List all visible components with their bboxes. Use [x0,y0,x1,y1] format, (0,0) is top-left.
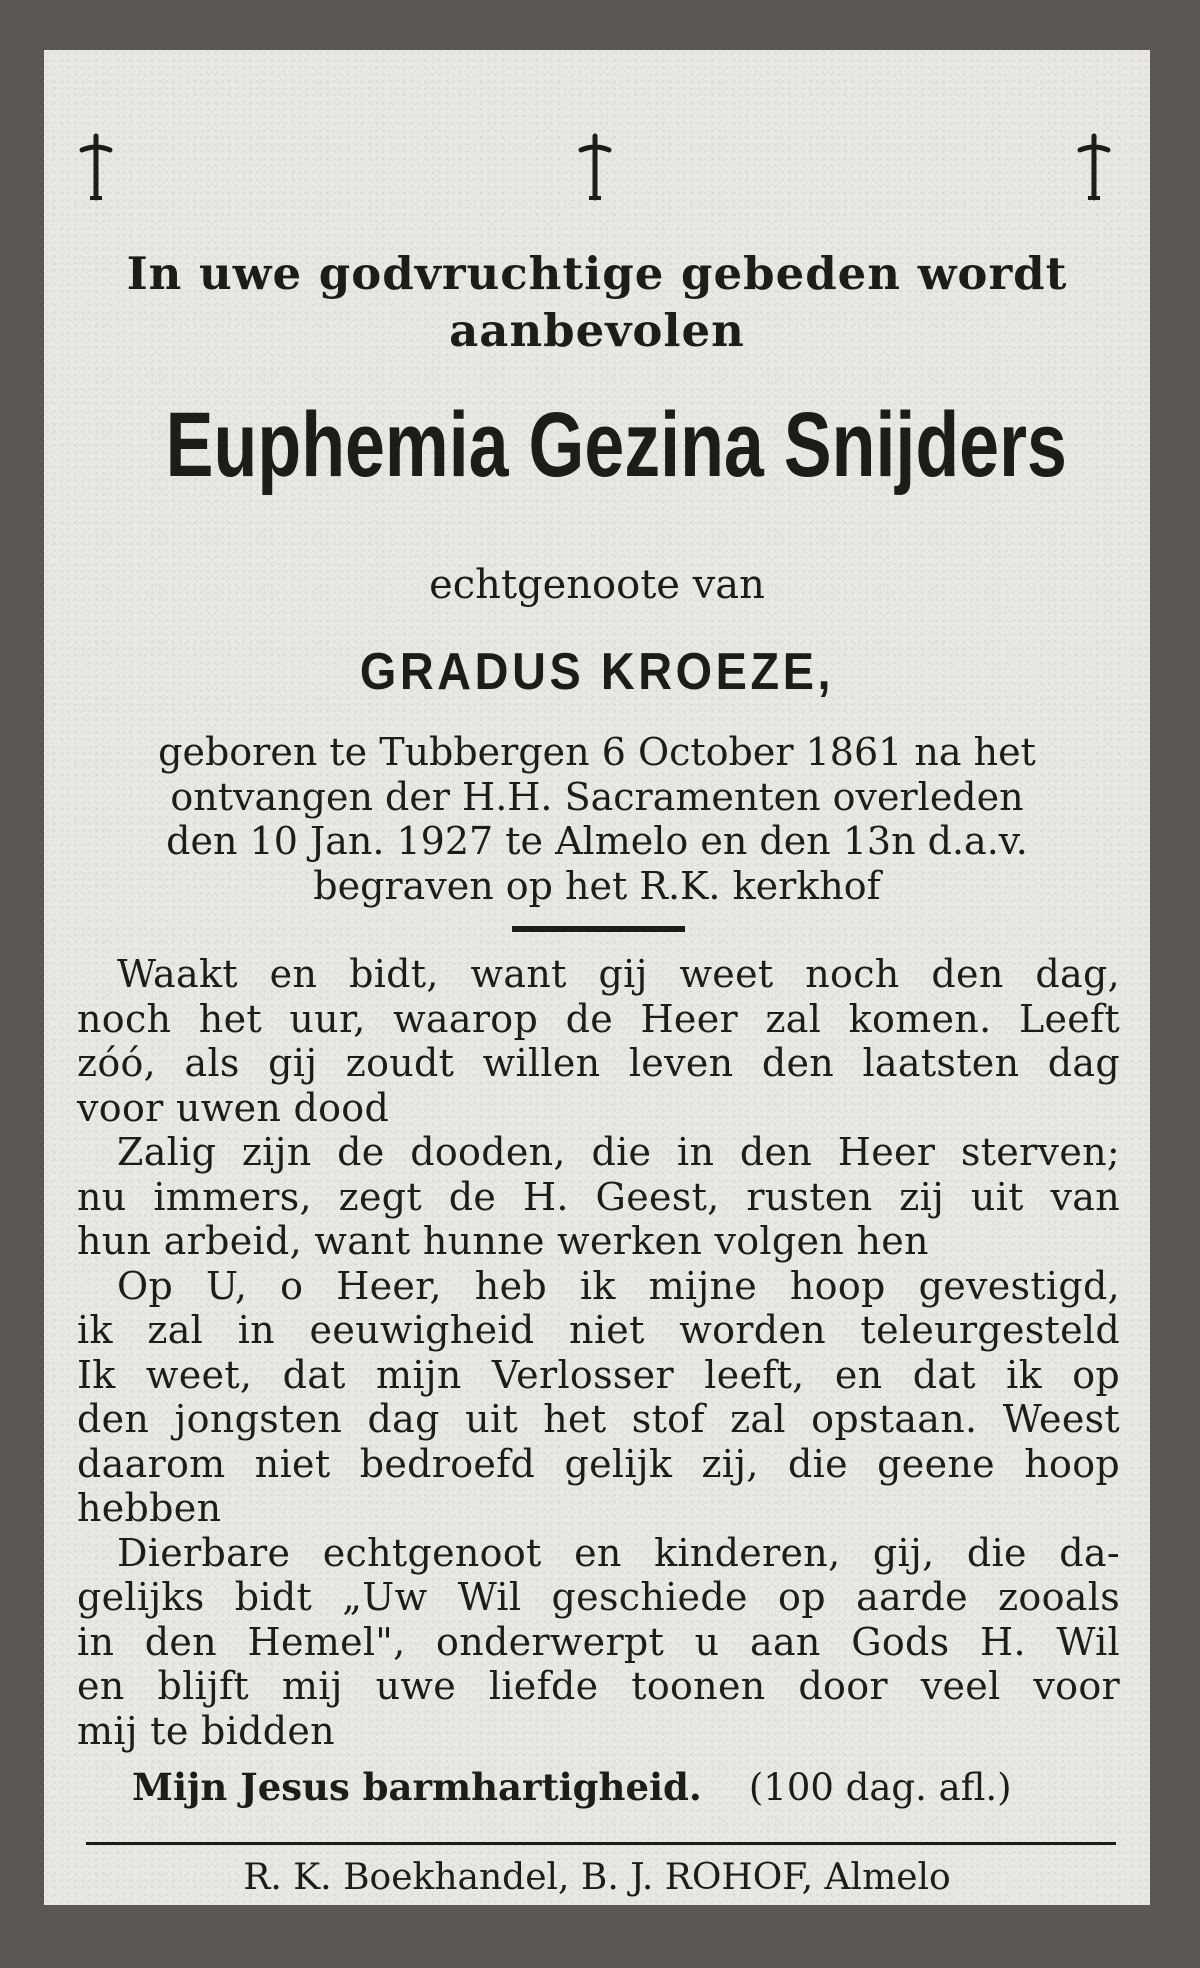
verse-line: in den Hemel", onderwerpt u aan Gods H. Wil [77,1619,1120,1664]
divider-long [86,1842,1116,1845]
details-line: geboren te Tubbergen 6 October 1861 na het [158,730,1036,774]
verse-line: gelijks bidt „Uw Wil geschiede op aarde zooals [77,1575,1120,1619]
prayer-text: Mijn Jesus barmhartigheid. [132,1765,702,1809]
verse-line: nu immers, zegt de H. Geest, rusten zij uit van [77,1174,1120,1219]
cross-icon [76,132,116,202]
verse-line: hebben [77,1486,222,1530]
verse-line: ik zal in eeuwigheid niet worden teleurgesteld [77,1308,1120,1352]
verse-line: daarom niet bedroefd gelijk zij, die geene hoop [77,1441,1120,1486]
spouse-name: GRADUS KROEZE, [359,643,835,701]
verse-line: den jongsten dag uit het stof zal opstaan. Weest [77,1397,1120,1441]
verse-line: zóó, als gij zoudt willen leven den laatsten dag [77,1041,1120,1085]
intro-line: In uwe godvruchtige gebeden wordt [126,247,1068,300]
verse-line: Op U, o Heer, heb ik mijne hoop gevestigd, [117,1263,1120,1308]
verses-block [77,952,1120,1753]
printer-credit: R. K. Boekhandel, B. J. ROHOF, Almelo [243,1857,951,1898]
divider-short [512,926,685,932]
verse-line: en blijft mij uwe liefde toonen door veel voor [77,1664,1120,1708]
verse-line: voor uwen dood [77,1085,390,1130]
birth-death-details [74,730,1120,908]
cross-icon [575,132,615,202]
deceased-name: Euphemia Gezina Snijders [165,394,1067,496]
verse-line: Ik weet, dat mijn Verlosser leeft, en dat ik op [77,1352,1120,1397]
memorial-card [44,50,1150,1905]
prayer-line [132,1762,1012,1813]
details-line: den 10 Jan. 1927 te Almelo en den 13n d.a.v. [166,819,1028,863]
spouse-label: echtgenoote van [429,562,765,608]
verse-line: hun arbeid, want hunne werken volgen hen [77,1219,929,1263]
verse-line: Dierbare echtgenoot en kinderen, gij, die da- [117,1530,1120,1575]
cross-icon [1074,132,1114,202]
verse-line: Waakt en bidt, want gij weet noch den dag, [117,952,1120,996]
verse-line: noch het uur, waarop de Heer zal komen. Leeft [77,996,1120,1041]
intro-line: aanbevolen [449,304,745,357]
indulgence-text: (100 dag. afl.) [748,1766,1012,1809]
intro-text [44,245,1150,359]
details-line: ontvangen der H.H. Sacramenten overleden [170,774,1024,819]
verse-line: mij te bidden [77,1708,335,1753]
details-line: begraven op het R.K. kerkhof [313,863,881,908]
verse-line: Zalig zijn de dooden, die in den Heer sterven; [117,1130,1120,1174]
